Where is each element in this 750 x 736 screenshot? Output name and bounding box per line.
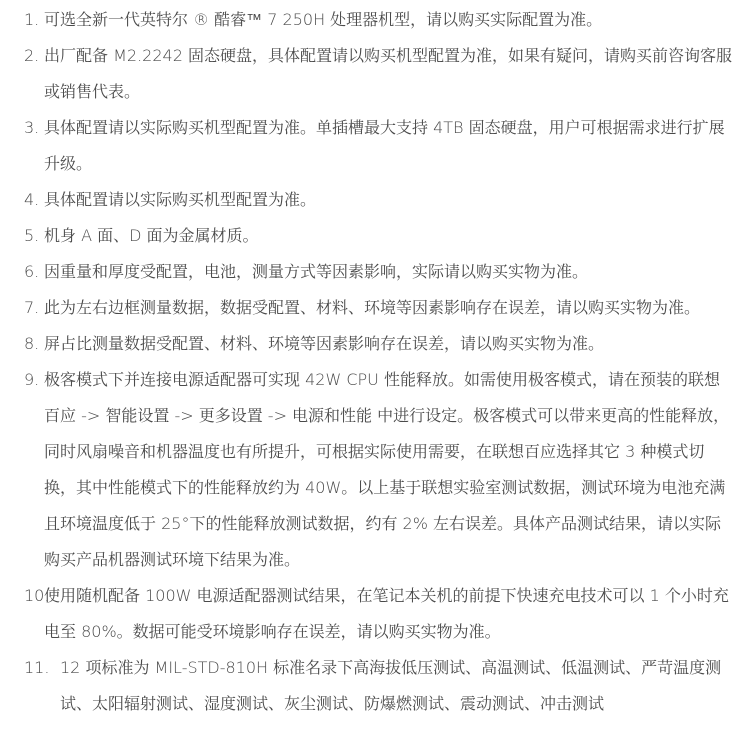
footnote-item [0, 362, 750, 578]
footnote-text: 极客模式下并连接电源适配器可实现 42W CPU 性能释放。如需使用极客模式，请在预装的联想百应 -> 智能设置 -> 更多设置 -> 电源和性能 中进行设定。极客模式可以带来更高的性能释放，同时风扇噪音和机器温度也有所提升，可根据实际使用需要，在联想百应选择其它 3 种模式切换，其中性能模式下的性能释放约为 40W。以上基于联想实验室测试数据，测试环境为电池充满且环境温度低于 25°下的性能释放测试数据，约有 2% 左右误差。具体产品测试结果，请以实际购买产品机器测试环境下结果为准。 [44, 370, 730, 569]
footnote-item [0, 326, 750, 362]
footnote-item [0, 182, 750, 218]
footnote-text: 机身 A 面、D 面为金属材质。 [44, 226, 259, 245]
footnote-item [0, 2, 750, 38]
footnote-number: 4. [24, 190, 40, 209]
footnote-number: 5. [24, 226, 40, 245]
footnote-text: 可选全新一代英特尔 ® 酷睿™ 7 250H 处理器机型，请以购买实际配置为准。 [44, 10, 603, 29]
footnote-number: 7. [24, 298, 40, 317]
footnote-text: 具体配置请以实际购买机型配置为准。 [44, 190, 317, 209]
footnote-number: 11. [24, 658, 50, 677]
footnote-item [0, 650, 750, 722]
footnote-number: 9. [24, 370, 40, 389]
footnote-number: 6. [24, 262, 40, 281]
footnote-item [0, 254, 750, 290]
footnote-item [0, 110, 750, 182]
footnote-number: 1. [24, 10, 40, 29]
footnote-text: 具体配置请以实际购买机型配置为准。单插槽最大支持 4TB 固态硬盘，用户可根据需求进行扩展升级。 [44, 118, 725, 173]
footnote-item [0, 578, 750, 650]
footnote-text: 此为左右边框测量数据，数据受配置、材料、环境等因素影响存在误差，请以购买实物为准。 [44, 298, 701, 317]
footnote-number: 3. [24, 118, 40, 137]
footnote-number: 10. [24, 586, 50, 605]
footnote-item [0, 38, 750, 110]
footnote-item [0, 290, 750, 326]
footnote-number: 2. [24, 46, 40, 65]
footnote-text: 屏占比测量数据受配置、材料、环境等因素影响存在误差，请以购买实物为准。 [44, 334, 605, 353]
footnote-text: 出厂配备 M2.2242 固态硬盘，具体配置请以购买机型配置为准，如果有疑问，请购买前咨询客服或销售代表。 [44, 46, 732, 101]
footnote-text: 使用随机配备 100W 电源适配器测试结果，在笔记本关机的前提下快速充电技术可以 1 个小时充电至 80%。数据可能受环境影响存在误差，请以购买实物为准。 [44, 586, 729, 641]
footnote-text: 因重量和厚度受配置，电池，测量方式等因素影响，实际请以购买实物为准。 [44, 262, 589, 281]
footnote-item [0, 218, 750, 254]
footnote-text: 12 项标准为 MIL-STD-810H 标准名录下高海拔低压测试、高温测试、低温测试、严苛温度测试、太阳辐射测试、湿度测试、灰尘测试、防爆燃测试、震动测试、冲击测试 [60, 658, 722, 713]
footnote-number: 8. [24, 334, 40, 353]
